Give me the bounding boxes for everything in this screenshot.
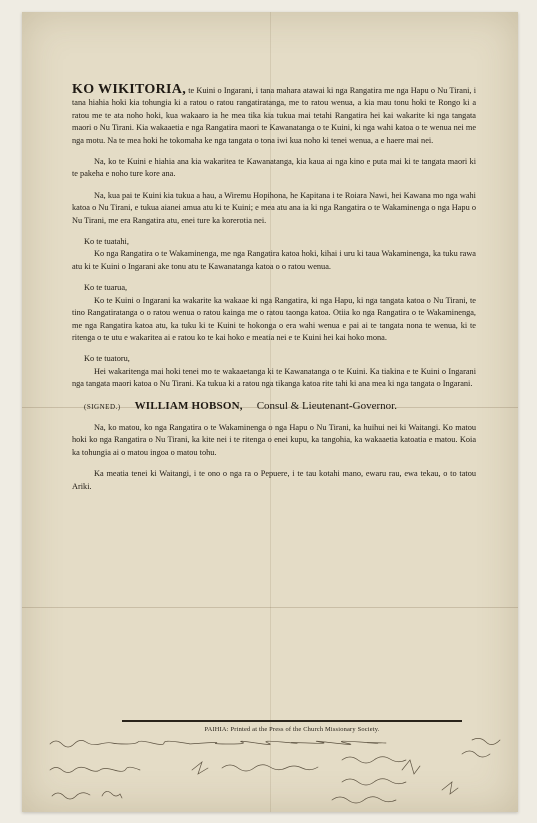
title-continuation: te Kuini o Ingarani, i tana mahara — [186, 86, 301, 95]
imprint-line: PAIHIA: Printed at the Press of the Church Missionary Society. — [204, 726, 380, 733]
article-1-text: Ko nga Rangatira o te Wakaminenga, me nga Rangatira katoa hoki, kihai i uru ki taua Wakaminenga, ka tuku rawa atu ki te Kuini o Ingarani ake tonu atu te Kawanatanga katoa o o ratou wenua. — [72, 249, 476, 271]
paragraph-dated: Ka meatia tenei ki Waitangi, i te ono o nga ra o Pepuere, i te tau kotahi mano, ewaru rau, ewa tekau, o to tatou Ariki. — [72, 469, 476, 491]
preamble-text: atawai ki nga Rangatira me nga Hapu o Nu Tirani, i tana hiahia hoki kia tohungia ki a ratou o ratou rangatiratanga, me to ratou wenua, a kia mau tonu hoki te Rongo ki a ratou me te ata noho hoki, kua wakaaro ia he mea tika kia tukua mai tetahi Rangatira hei kai wakarite ki nga tangata maori o Nu Tirani. Kia wakaaetia e nga Rangatira maori te Kawanatanga o te Kuini, ki nga wahi katoa o te wenua nei me nga motu. Na te mea hoki he tokomaha ke nga tangata o tona iwi kua noho ki tenei wenua, a e haere mai nei. — [72, 86, 477, 145]
article-1-heading: Ko te tuatahi, — [84, 237, 129, 247]
article-3-text: Hei wakaritenga mai hoki tenei mo te wakaaetanga ki te Kawanatanga o te Kuini. Ka tiakina e te Kuini o Ingarani nga tangata maori katoa o Nu Tirani. Ka tukua ki a ratou nga tikanga katoa rite tahi ki ana mea ki nga tangata o Ingarani. — [72, 366, 476, 389]
document-title: KO WIKITORIA, — [72, 82, 186, 97]
treaty-sheet — [22, 12, 518, 812]
paragraph-2: Na, ko te Kuini e hiahia ana kia wakaritea te Kawanatanga, kia kaua ai nga kino e puta mai ki te tangata maori ki te pakeha e noho ture kore ana. — [72, 157, 476, 179]
paragraph-3: Na, kua pai te Kuini kia tukua a hau, a Wiremu Hopihona, he Kapitana i te Roiara Nawi, hei Kawana mo nga wahi katoa o Nu Tirani, e tukua aianei amua atu ki te Kuini; e mea atu ana ia ki nga Rangatira o te Wakaminenga o nga Hapu o Nu Tirani, me era Rangatira atu, enei ture ka korerotia nei. — [72, 190, 476, 225]
signature-block — [84, 400, 476, 413]
signer-name: WILLIAM HOBSON, — [134, 399, 243, 412]
treaty-text — [72, 84, 476, 502]
imprint-rule — [122, 720, 462, 722]
signed-label: (SIGNED.) — [84, 402, 121, 411]
article-2-text: Ko te Kuini o Ingarani ka wakarite ka wakaae ki nga Rangatira, ki nga Hapu, ki nga tangata katoa o Nu Tirani, te tino Rangatiratanga o o ratou wenua o ratou kainga me o ratou taonga katoa. Otiia ko nga Rangatira o te Wakaminenga, me nga Rangatira katoa atu, ka tuku ki te Kuini te hokonga o era wahi wenua e pai ai te tangata nona te wenua, ki te ritenga o te utu e wakaritea ai e ratou ko te kai hoko e meatia nei e te Kuini hei kai hoko mona. — [72, 295, 476, 342]
paragraph-chiefs: Na, ko matou, ko nga Rangatira o te Wakaminenga o nga Hapu o Nu Tirani, ka huihui nei ki Waitangi. Ko matou hoki ko nga Rangatira o Nu Tirani, ka kite nei i te ritenga o enei kupu, ka tangohia, ka wakaaetia katoatia e matou. Koia ka tohungia ai o matou ingoa o matou tohu. — [72, 422, 476, 457]
article-3-heading: Ko te tuatoru, — [84, 354, 130, 364]
preamble-paragraph — [72, 84, 476, 147]
signer-title: Consul & Lieutenant-Governor. — [256, 399, 397, 412]
article-2-heading: Ko te tuarua, — [84, 283, 128, 293]
handwritten-signatures — [42, 730, 512, 810]
